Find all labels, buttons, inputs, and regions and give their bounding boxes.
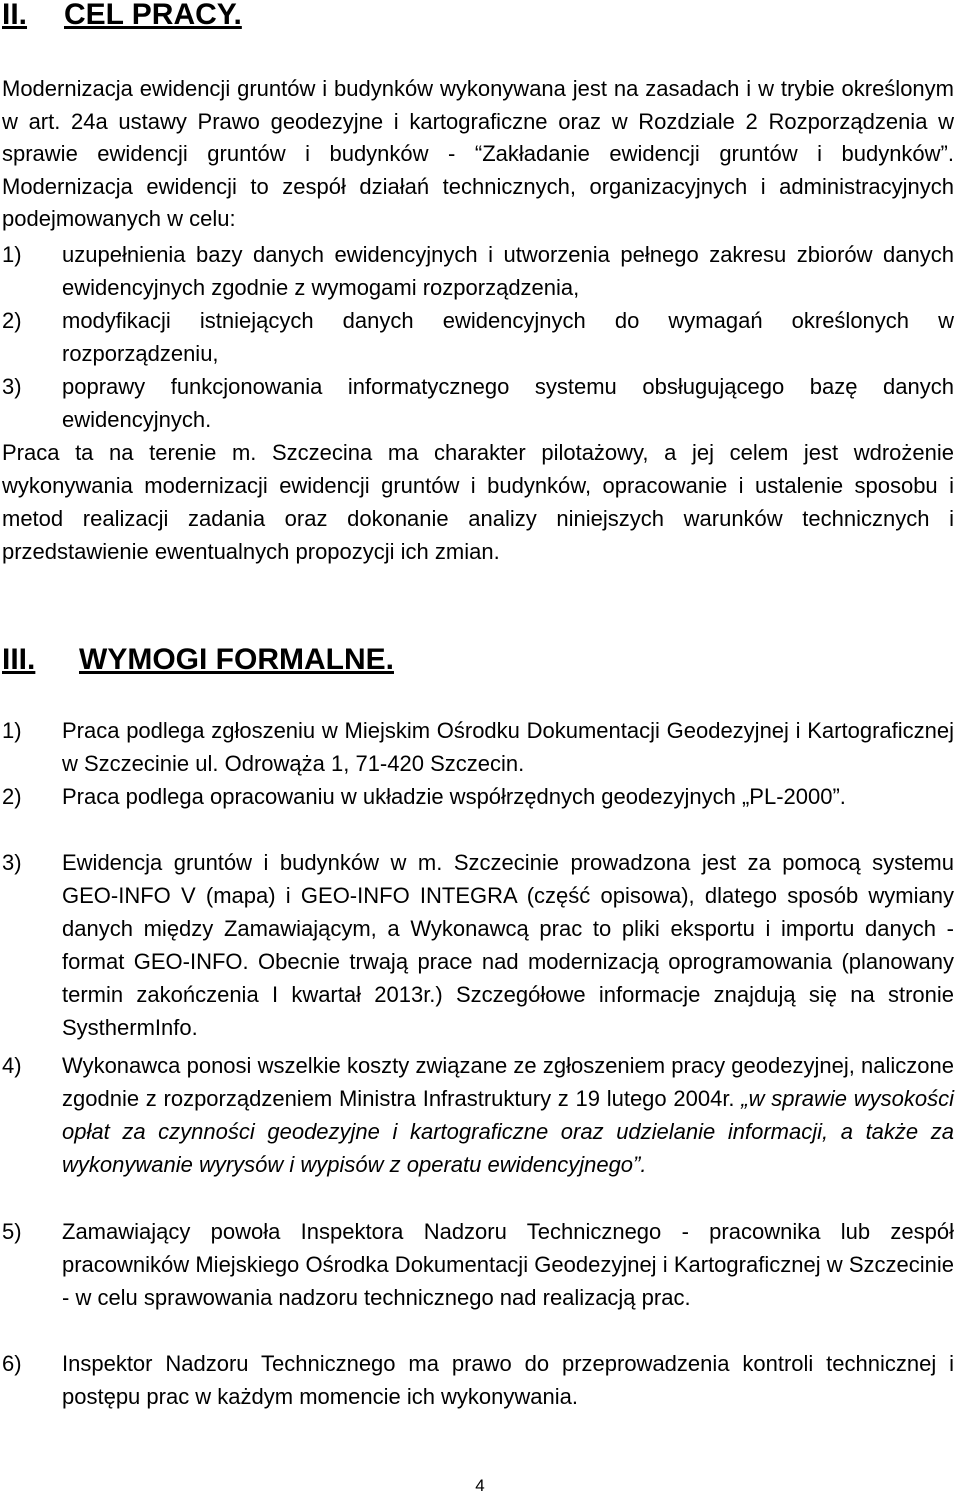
- list-item: [2, 1347, 954, 1413]
- list-item-number: 4): [2, 1053, 22, 1078]
- list-item-text: modyfikacji istniejących danych ewidencyjnych do wymagań określonych w rozporządzeniu,: [62, 308, 954, 366]
- closing-paragraph: Praca ta na terenie m. Szczecina ma charakter pilotażowy, a jej celem jest wdrożenie wykonywania modernizacji ewidencji gruntów i budynków, opracowanie i ustalenie sposobu i metod realizacji zadania oraz dokonanie analizy niniejszych warunków technicznych i przedstawienie ewentualnych propozycji ich zmian.: [2, 440, 954, 564]
- list-item-text-regular: Wykonawca ponosi wszelkie koszty związane ze zgłoszeniem pracy geodezyjnej, naliczone zgodnie z rozporządzeniem Ministra Infrastruktury z 19 lutego 2004r.: [62, 1053, 954, 1111]
- list-item: [2, 846, 954, 1044]
- page-number: 4: [475, 1476, 485, 1495]
- list-item-number: 3): [2, 850, 22, 875]
- section-heading-wymogi-formalne: [2, 645, 394, 675]
- list-item-number: 6): [2, 1351, 22, 1376]
- list-item-text: [62, 1049, 954, 1181]
- list-item: [2, 1049, 954, 1181]
- section-title: CEL PRACY.: [64, 0, 242, 31]
- list-item: [2, 238, 954, 304]
- regulation-title-italic: „w sprawie wysokości opłat za czynności geodezyjne i kartograficzne oraz udzielanie informacji, a także za wykonywanie wyrysów i wypisów z operatu ewidencyjnego”.: [62, 1086, 954, 1177]
- list-item: [2, 714, 954, 780]
- list-item-number: 2): [2, 308, 22, 333]
- section-number: III.: [2, 643, 36, 676]
- list-item: [2, 780, 954, 813]
- list-item-number: 2): [2, 784, 22, 809]
- list-item-text: poprawy funkcjonowania informatycznego systemu obsługującego bazę danych ewidencyjnych.: [62, 374, 954, 432]
- list-item: [2, 304, 954, 370]
- intro-paragraph: Modernizacja ewidencji gruntów i budynków wykonywana jest na zasadach i w trybie określonym w art. 24a ustawy Prawo geodezyjne i kartograficzne oraz w Rozdziale 2 Rozporządzenia w sprawie ewidencji gruntów i budynków - “Zakładanie ewidencji gruntów i budynków”. Modernizacja ewidencji to zespół działań technicznych, organizacyjnych i administracyjnych podejmowanych w celu:: [2, 76, 954, 231]
- list-item-number: 1): [2, 718, 22, 743]
- list-item-text: uzupełnienia bazy danych ewidencyjnych i utworzenia pełnego zakresu zbiorów danych ewidencyjnych zgodnie z wymogami rozporządzenia,: [62, 242, 954, 300]
- list-item-number: 3): [2, 374, 22, 399]
- list-item-text: Praca podlega zgłoszeniu w Miejskim Ośrodku Dokumentacji Geodezyjnej i Kartograficznej w Szczecinie ul. Odrowąża 1, 71-420 Szczecin.: [62, 718, 954, 776]
- section-heading-cel-pracy: [2, 0, 242, 30]
- section-title: WYMOGI FORMALNE.: [79, 643, 394, 676]
- list-item: [2, 370, 954, 436]
- section-number: II.: [2, 0, 28, 31]
- list-item-number: 1): [2, 242, 22, 267]
- list-item-number: 5): [2, 1219, 22, 1244]
- list-item-text: Zamawiający powoła Inspektora Nadzoru Technicznego - pracownika lub zespół pracowników Miejskiego Ośrodka Dokumentacji Geodezyjnej i Kartograficznej w Szczecinie - w celu sprawowania nadzoru technicznego nad realizacją prac.: [62, 1219, 954, 1310]
- list-item: [2, 1215, 954, 1314]
- list-item-text: Ewidencja gruntów i budynków w m. Szczecinie prowadzona jest za pomocą systemu GEO-INFO V (mapa) i GEO-INFO INTEGRA (część opisowa), dlatego sposób wymiany danych między Zamawiającym, a Wykonawcą prac to pliki eksportu i importu danych - format GEO-INFO. Obecnie trwają prace nad modernizacją oprogramowania (planowany termin zakończenia I kwartał 2013r.) Szczegółowe informacje znajdują się na stronie SysthermInfo.: [62, 850, 954, 1040]
- list-item-text: Inspektor Nadzoru Technicznego ma prawo do przeprowadzenia kontroli technicznej i postępu prac w każdym momencie ich wykonywania.: [62, 1351, 954, 1409]
- list-item-text: Praca podlega opracowaniu w układzie współrzędnych geodezyjnych „PL-2000”.: [62, 784, 846, 809]
